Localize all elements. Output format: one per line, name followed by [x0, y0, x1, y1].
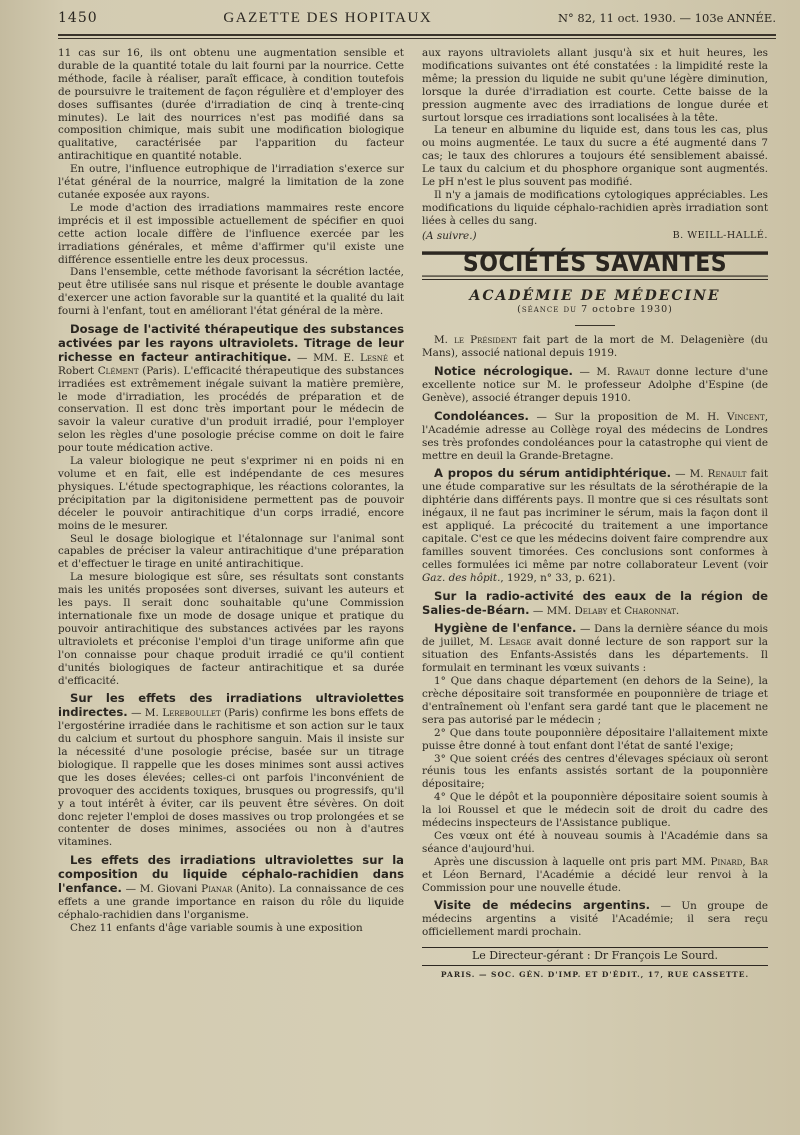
- paragraph: Chez 11 enfants d'âge variable soumis à une exposition: [70, 921, 363, 934]
- text: .: [675, 604, 680, 617]
- text: — M.: [671, 468, 708, 481]
- text: donne lecture d'une excellente notice sur M. le professeur Adolphe d'Espine (de Genève), associé étranger depuis 1910.: [422, 366, 768, 404]
- text: — MM.: [529, 604, 575, 617]
- name: Charonnat: [624, 604, 676, 617]
- seance-label: séance du: [521, 304, 578, 316]
- notice-radioactivite: [422, 590, 768, 618]
- article-dosage: [58, 323, 404, 455]
- notice-serum: [422, 467, 768, 584]
- text: et: [607, 604, 625, 617]
- voeu-item: 1° Que dans chaque département (en dehors de la Seine), la crèche dépositaire soit transformée en pouponnière de triage et d'entraînement où l'enfant sera gardé tant que le placement ne sera pas autorisé par le médecin ;: [422, 675, 768, 726]
- notice-president: [422, 334, 768, 360]
- left-column: [58, 47, 404, 982]
- academy-title: ACADÉMIE DE MÉDECINE: [469, 287, 721, 304]
- text: — M.: [572, 366, 617, 379]
- paragraph: Le mode d'action des irradiations mammaires reste encore imprécis et il est impossible actuellement de spécifier en quoi cette action locale diffère de l'influence exercée par les irradiations générales, et même d'affirmer qu'il existe une différence essentielle entre les deux processus.: [58, 201, 404, 266]
- section-rule: [422, 279, 768, 280]
- article-liquide: [58, 854, 404, 922]
- name: Delaby: [574, 604, 608, 617]
- issue-info: N° 82, 11 oct. 1930. — 103e ANNÉE.: [557, 11, 776, 25]
- name: Renault: [707, 468, 747, 481]
- paragraph: La teneur en albumine du liquide est, dans tous les cas, plus ou moins augmentée. Le taux du sucre a été augmenté dans 7 cas; le taux des chlorures a toujours été sensiblement abaissé. Le taux du calcium et du phosphore organique sont augmentés. Le pH n'est le plus souvent pas modifié.: [422, 124, 768, 189]
- paragraph: La mesure biologique est sûre, ses résultats sont constants mais les unités proposées sont diverses, suivant les auteurs et les pays. Il serait donc souhaitable qu'une Commission internationale fixe un mode de dosage unique et pratique du pouvoir antirachitique des substances activées par les rayons ultraviolets et préconise l'emploi d'un tirage uniforme afin que l'on connaisse pour chaque produit irradié ce qu'il contient d'unités biologiques de facteur antirachitique et sa durée d'efficacité.: [58, 571, 404, 687]
- columns: [58, 47, 776, 982]
- text: (Anito). La connaissance de ces effets a une grande importance en raison du rôle du liquide céphalo-rachidien dans l'organisme.: [58, 883, 404, 921]
- name: Vincent: [727, 410, 765, 423]
- printer-line: PARIS. — SOC. GÉN. D'IMP. ET D'ÉDIT., 17, RUE CASSETTE.: [440, 970, 750, 980]
- notice-hygiene: [422, 622, 768, 675]
- voeu-item: 4° Que le dépôt et la pouponnière dépositaire soient soumis à la loi Roussel et que le médecin soit de droit du cadre des médecins inspecteurs de l'Assistance publique.: [422, 791, 768, 830]
- paragraph: 11 cas sur 16, ils ont obtenu une augmentation sensible et durable de la quantité totale du lait fourni par la nourrice. Cette méthode, facile à réaliser, paraît efficace, à condition toutefois de poursuivre le traitement de façon régulière et d'employer des doses suffisantes (durée d'irradiation de cinq à trente-cinq minutes). Le lait des nourrices n'est pas modifié dans sa composition chimique, mais subit une modification biologique qualitative, caractérisée par l'apparition du facteur antirachitique en quantité notable.: [58, 47, 404, 163]
- author-name: Lesné: [359, 351, 388, 364]
- text: — Dans la dernière séance du mois de juillet, M.: [422, 623, 769, 649]
- paragraph: Il n'y a jamais de modifications cytologiques appréciables. Les modifications du liquide céphalo-rachidien après irradiation sont liées à celles du sang.: [422, 188, 768, 227]
- section-title: SOCIÉTÉS SAVANTES: [422, 251, 768, 276]
- text: Après une discussion à laquelle ont pris part MM.: [434, 855, 711, 868]
- name: Pinard: [710, 855, 743, 868]
- notice-necrologique: [422, 365, 768, 405]
- seance-day: 7 octobre 1930: [577, 304, 669, 316]
- notice-title: Hygiène de l'enfance.: [434, 621, 577, 636]
- text: — M. Giovani: [121, 883, 202, 896]
- notice-condoleances: [422, 410, 768, 463]
- header-rule: [58, 34, 776, 39]
- text: (Paris). L'efficacité thérapeutique des substances irradiées est extrêmement inégale suivant la matière première, le mode d'irradiation, les procédés de préparation et de conservation. Il est donc très important pour le médecin de savoir la valeur curative d'un produit irradié, pour l'employer selon les règles d'une posologie précise comme on doit le faire pour toute médication active.: [58, 364, 404, 455]
- text: et Robert: [58, 351, 404, 377]
- notice-title: Notice nécrologique.: [434, 364, 573, 379]
- director-line: Le Directeur-gérant : Dr François Le Sourd.: [422, 947, 768, 966]
- notice-visite: [422, 899, 768, 939]
- voeu-item: 3° Que soient créés des centres d'élevages spéciaux où seront réunis tous les enfants assistés sortant de la pouponnière dépositaire;: [422, 752, 768, 791]
- footer: [422, 947, 768, 982]
- divider: [575, 325, 615, 326]
- paragraph: Dans l'ensemble, cette méthode favorisant la sécrétion lactée, peut être utilisée sans nul risque et présente le double avantage d'exercer une action favorable sur la quantité et la qualité du lait fourni à l'enfant, tout en améliorant l'état général de la mère.: [58, 266, 404, 318]
- reference: Gaz. des hôpit.: [422, 571, 501, 584]
- paragraph: Ces vœux ont été à nouveau soumis à l'Académie dans sa séance d'aujourd'hui.: [422, 829, 768, 855]
- to-be-continued: (A suivre.): [422, 229, 477, 242]
- signature-line: [422, 230, 768, 243]
- text: et Léon Bernard, l'Académie a décidé leur renvoi à la Commission pour une nouvelle étude.: [422, 868, 768, 894]
- right-column: [422, 47, 768, 982]
- paragraph: En outre, l'influence eutrophique de l'irradiation s'exerce sur l'état général de la nourrice, malgré la limitation de la zone cutanée exposée aux rayons.: [58, 163, 404, 201]
- text: avait donné lecture de son rapport sur la situation des Enfants-Assistés dans les départements. Il formulait en terminant les vœux suivants :: [422, 636, 768, 675]
- paragraph: [422, 856, 768, 895]
- article-title: Les effets des irradiations ultraviolettes sur la composition du liquide céphalo-rachidien dans l'enfance.: [58, 853, 404, 896]
- journal-title: GAZETTE DES HOPITAUX: [223, 10, 433, 26]
- name: Bar: [750, 855, 769, 868]
- text: fait part de la mort de M. Delagenière (du Mans), associé national depuis 1919.: [422, 334, 768, 360]
- voeu-item: 2° Que dans toute pouponnière dépositaire l'allaitement mixte puisse être donné à tout enfant dont l'état de santé l'exige;: [422, 726, 768, 752]
- text: — M.: [127, 707, 163, 720]
- text: (Paris) confirme les bons effets de l'ergostérine irradiée dans le rachitisme et son action sur le taux du calcium et surtout du phosphore sanguin. Mais il insiste sur la nécessité d'une posologie précise, basée sur un titrage biologique. Il rappelle que les doses minimes sont aussi actives que les doses élevées; celles-ci ont parfois l'inconvénient de provoquer des accidents toxiques, brusques ou progressifs, qu'il y a tout intérêt à éviter, car ils peuvent être sévères. On doit donc rejeter l'emploi de doses massives ou trop prolongées et se contenter de doses minimes, associées ou non à d'autres vitamines.: [58, 707, 404, 849]
- article-title: Dosage de l'activité thérapeutique des substances activées par les rayons ultraviolets. Titrage de leur richesse en facteur antirachitique.: [58, 322, 404, 364]
- notice-title: Visite de médecins argentins.: [434, 898, 651, 913]
- page-header: [58, 10, 776, 30]
- text: M.: [434, 334, 455, 347]
- notice-title: Sur la radio-activité des eaux de la région de Salies-de-Béarn.: [422, 588, 768, 617]
- page-number: 1450: [58, 10, 98, 26]
- author-name: Clément: [97, 364, 139, 377]
- article-title: Sur les effets des irradiations ultraviolettes indirectes.: [58, 691, 404, 720]
- text: , 1929, n° 33, p. 621).: [500, 571, 616, 584]
- text: — MM. E.: [291, 351, 360, 364]
- name: le Président: [454, 334, 517, 347]
- seance-date: (séance du 7 octobre 1930): [517, 304, 673, 316]
- paragraph: Seul le dosage biologique et l'étalonnage sur l'animal sont capables de préciser la valeur antirachitique d'une préparation et d'effectuer le tirage en unité antirachitique.: [58, 532, 404, 571]
- article-effets: [58, 692, 404, 849]
- paragraph: aux rayons ultraviolets allant jusqu'à six et huit heures, les modifications suivantes ont été constatées : la limpidité reste la même; la pression du liquide ne subit qu'une légère diminution, lorsque la durée d'irradiation est courte. Cette baisse de la pression augmente avec des irradiations de longue durée et surtout lorsque ces irradiations sont localisées à la tête.: [422, 47, 768, 124]
- text: — Sur la proposition de M. H.: [528, 410, 728, 423]
- name: Lesage: [498, 636, 532, 649]
- signature: B. WEILL-HALLÉ.: [672, 229, 768, 241]
- text: fait une étude comparative sur les résultats de la sérothérapie de la diphtérie dans différents pays. Il montre que si ces résultats sont inégaux, il ne faut pas incriminer le sérum, mais la façon dont il est appliqué. La précocité du traitement a une importance capitale. C'est ce que les médecins doivent faire comprendre aux familles souvent timorées. Ces conclusions sont conformes à celles formulées ici même par notre collaborateur Levent (voir: [422, 468, 769, 571]
- text: ,: [742, 855, 751, 868]
- paragraph: La valeur biologique ne peut s'exprimer ni en poids ni en volume et en fait, elle est indépendante de ces mesures physiques. L'étude spectographique, les réactions colorantes, la précipitation par la digitonisidene permettent pas de pouvoir déceler le pouvoir antirachitique d'un corps irradié, encore moins de le mesurer.: [58, 455, 404, 532]
- text: , l'Académie adresse au Collège royal des médecins de Londres ses très profondes condoléances pour la catastrophe qui vient de mettre en deuil la Grande-Bretagne.: [422, 410, 768, 462]
- name: Ravaut: [616, 366, 650, 379]
- author-name: Pianar: [201, 883, 233, 896]
- author-name: Lereboullet: [162, 707, 221, 720]
- text: — Un groupe de médecins argentins a visité l'Académie; il sera reçu officiellement mardi prochain.: [422, 900, 769, 939]
- notice-title: Condoléances.: [434, 408, 529, 423]
- notice-title: A propos du sérum antidiphtérique.: [434, 466, 672, 481]
